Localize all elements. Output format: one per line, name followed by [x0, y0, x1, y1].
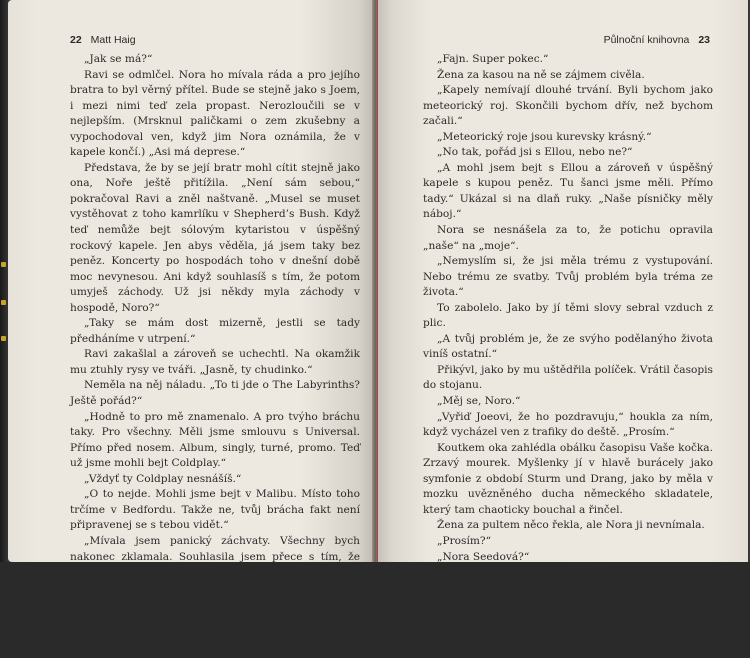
paragraph: Koutkem oka zahlédla obálku časopisu Vaše kočka. Zrzavý mourek. Myšlenky jí v hlavě burácely jako symfonie z období Sturm und Drang, jako by měla v mozku uvězněného ducha německého skladatele, který tam chaoticky bouchal a řinčel.: [423, 441, 713, 516]
paragraph: To zabolelo. Jako by jí těmi slovy sebral vzduch z plic.: [423, 301, 713, 330]
edge-mark: [1, 262, 6, 267]
paragraph: Žena za kasou na ně se zájmem civěla.: [437, 68, 645, 81]
left-page: [8, 0, 374, 641]
left-page-number: 22: [70, 34, 82, 46]
paragraph: „Fajn. Super pokec.“: [437, 53, 549, 65]
paragraph: „Prosím?“: [437, 534, 492, 547]
paragraph: „Jo a jak ti to dopadlo?“: [84, 612, 212, 625]
paragraph: „Taky se mám dost mizerně, jestli se tady předháníme v utrpení.“: [70, 317, 360, 345]
paragraph: „Jak se má?“: [84, 53, 153, 65]
edge-mark: [1, 300, 6, 305]
left-page-body: [70, 52, 360, 643]
paragraph: Neměla na něj náladu. „To ti jde o The Labyrinths? Ještě pořád?“: [70, 379, 360, 408]
paragraph: „Ravi, to není fér.“: [84, 628, 184, 641]
paragraph: „O to nejde. Mohli jsme bejt v Malibu. Místo toho trčíme v Bedfordu. Takže ne, tvůj brácha fakt není připravenej se s tebou vidět.“: [70, 488, 360, 532]
paragraph: „Vyřiď Joeovi, že ho pozdravuju,“ houkla za ním, když vycházel ven z trafiky do deště. „Prosím.“: [423, 410, 713, 439]
paragraph: „A tvůj problém je, že ze svýho podělanýho života viníš ostatní.“: [423, 332, 713, 361]
paragraph: „Vždyť ty Coldplay nesnášíš.“: [84, 472, 242, 485]
right-page: [378, 0, 748, 656]
left-page-header: [70, 34, 136, 46]
paragraph: „Kapely nemívají dlouhé trvání. Byli bychom jako meteorický roj. Skončili bychom dřív, než bychom začali.“: [423, 84, 713, 128]
left-running-head: Matt Haig: [90, 34, 136, 46]
paragraph: „Hodně to pro mě znamenalo. A pro tvýho bráchu taky. Pro všechny. Měli jsme smlouvu s Universal. Přímo před nosem. Album, singly, turné, promo. Teď už jsme mohli bejt Coldplay.“: [70, 410, 360, 470]
edge-mark: [1, 336, 6, 341]
paragraph: Ravi zakašlal a zároveň se uchechtl. Na okamžik mu ztuhly rysy ve tváři. „Jasně, ty chudinko.“: [70, 348, 360, 376]
paragraph: „Mívala jsem panický záchvaty. Všechny bych nakonec zklamala. Souhlasila jsem přece s tím, že pro vás budu psát písničky. Nemohla jsem za to. Byla jsem zasnoubená. Byla jsem s Danem. Jemu to prostě vadilo.“: [70, 534, 360, 610]
right-page-number: 23: [698, 34, 710, 46]
right-page-header: [604, 34, 710, 46]
paragraph: Představa, že by se její bratr mohl cítit stejně jako ona, Noře ještě přitížila. „Není sám sebou,“ pokračoval Ravi a zněl naštvaně. „Musel se muset vystěhovat z toho kamrlíku v Shepherd’s Bush. Když teď nemůže bejt sólovým kytaristou v úspěšný rockový kapele. Jen abys věděla, já jsem taky bez peněz. Koncerty po hospodách toho v dnešní době moc nevynesou. Ani když souhlasíš s tím, že potom umyješ záchody. Už jsi někdy myla záchody v hospodě, Noro?“: [70, 161, 360, 314]
paragraph: Ravi se odmlčel. Nora ho mívala ráda a pro jejího bratra to byl věrný přítel. Bude se stejně jako s Joem, i mezi nimi teď zela propast. Nerozloučili se v nejlepším. (Mrsknul paličkami o zem zkušebny a vypochodoval ven, když jim Nora oznámila, že v kapele končí.) „Asi má deprese.“: [70, 68, 360, 159]
paragraph: „Nemyslím si, že jsi měla trému z vystupování. Nebo trému ze svatby. Tvůj problém byla tréma ze života.“: [423, 255, 713, 299]
paragraph: Nora se nesnášela za to, že potichu opravila „naše“ na „moje“.: [423, 224, 713, 252]
paragraph: „Nora Seedová?“: [437, 550, 530, 563]
paragraph: „Měj se, Noro.“: [437, 395, 521, 408]
paragraph: „A mohl jsem bejt s Ellou a zároveň v úspěšný kapele s kupou peněz. Tu šanci jsme měli. Přímo tady.“ Ukázal si na dlaň ruky. „Naše písničky měly náboj.“: [423, 161, 713, 221]
paragraph: „No tak, pořád jsi s Ellou, nebo ne?“: [437, 146, 633, 159]
paragraph: Prodavačka byla veselá, uvolněná a bezstarostná způsobem, jaký Noře už dlouho nebyl vlastní. Měla blond mikádo a opálení ze solária. Nahnula se přes pult a opřela se o předloktí, jako by Nora byla lemur v zoologické zahradě.: [423, 566, 713, 641]
right-page-body: [423, 52, 713, 658]
paragraph: Žena za pultem něco řekla, ale Nora ji nevnímala.: [437, 519, 705, 532]
right-running-head: Půlnoční knihovna: [603, 34, 690, 46]
paragraph: „Jo.“: [437, 643, 462, 656]
paragraph: „Meteorický roje jsou kurevsky krásný.“: [437, 130, 652, 143]
paragraph: Přikývl, jako by mu uštědřila políček. Vrátil časopis do stojanu.: [423, 363, 713, 392]
